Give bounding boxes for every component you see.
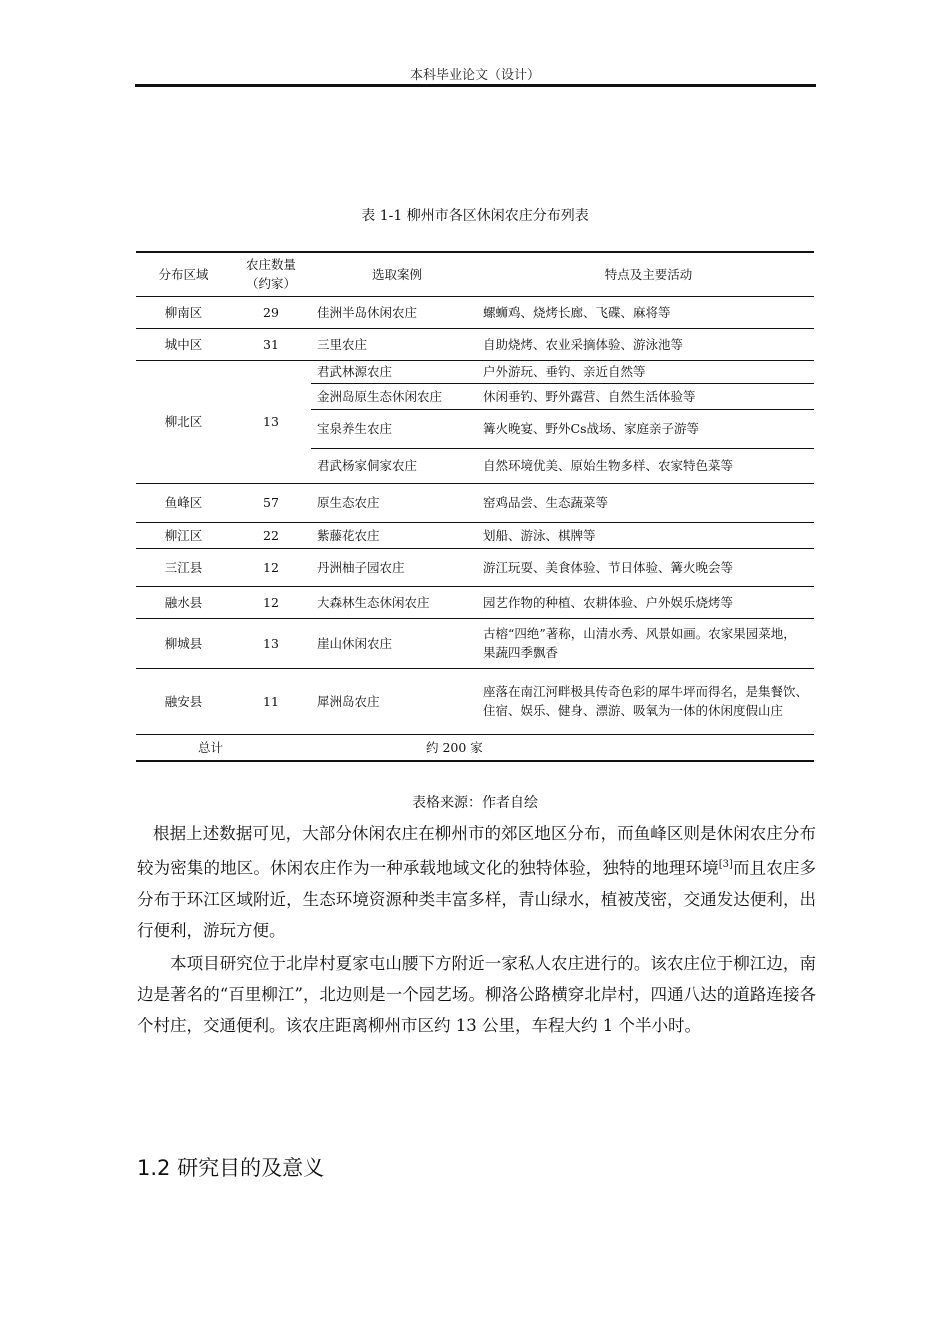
- cell-count: 29: [231, 296, 311, 328]
- cell-case: 三里农庄: [311, 328, 483, 360]
- cell-count: 31: [231, 328, 311, 360]
- cell-region: 三江县: [136, 548, 231, 586]
- body-paragraph-2: 本项目研究位于北岸村夏家屯山腰下方附近一家私人农庄进行的。该农庄位于柳江边，南边是著名的“百里柳江”，北边则是一个园艺场。柳洛公路横穿北岸村，四通八达的道路连接各个村庄，交通便利。该农庄距离柳州市区约 13 公里，车程大约 1 个半小时。: [137, 954, 816, 1035]
- cell-features: 自然环境优美、原始生物多样、农家特色菜等: [483, 448, 814, 483]
- table-row: [136, 360, 814, 383]
- header-count: 农庄数量 （约家）: [231, 252, 311, 296]
- distribution-table: [136, 251, 814, 762]
- body-paragraph-1: 根据上述数据可见，大部分休闲农庄在柳州市的郊区地区分布，而鱼峰区则是休闲农庄分布较为密集的地区。休闲农庄作为一种承载地域文化的独特体验，独特的地理环境[3]而且农庄多分布于环江区域附近，生态环境资源种类丰富多样，青山绿水，植被茂密，交通发达便利，出行便利，游玩方便。: [137, 824, 817, 940]
- cell-case: 金洲岛原生态休闲农庄: [311, 383, 483, 409]
- cell-case: 君武杨家侗家农庄: [311, 448, 483, 483]
- table-row: [136, 548, 814, 586]
- header-case: 选取案例: [311, 252, 483, 296]
- table-caption: 表 1-1 柳州市各区休闲农庄分布列表: [361, 208, 589, 224]
- cell-case: 原生态农庄: [311, 483, 483, 522]
- cell-features: 古榕“四绝”著称，山清水秀、风景如画。农家果园菜地，果蔬四季飘香: [483, 618, 814, 668]
- table-row: [136, 296, 814, 328]
- cell-count: 12: [231, 548, 311, 586]
- table-header-row: [136, 252, 814, 296]
- cell-case: 宝泉养生农庄: [311, 409, 483, 448]
- table-source: 表格来源：作者自绘: [412, 795, 538, 811]
- cell-features: 户外游玩、垂钓、亲近自然等: [483, 360, 814, 383]
- cell-features: 休闲垂钓、野外露营、自然生活体验等: [483, 383, 814, 409]
- cell-case: 佳洲半岛休闲农庄: [311, 296, 483, 328]
- total-value: 约 200 家: [311, 734, 814, 761]
- section-heading: 1.2 研究目的及意义: [137, 1156, 325, 1180]
- cell-region: 融安县: [136, 668, 231, 734]
- total-label: 总计: [136, 734, 311, 761]
- cell-count: 13: [231, 618, 311, 668]
- cell-features: 螺蛳鸡、烧烤长廊、飞碟、麻将等: [483, 296, 814, 328]
- cell-region: 融水县: [136, 586, 231, 618]
- cell-count: 57: [231, 483, 311, 522]
- cell-features: 窑鸡品尝、生态蔬菜等: [483, 483, 814, 522]
- cell-features: 划船、游泳、棋牌等: [483, 522, 814, 548]
- cell-features: 园艺作物的种植、农耕体验、户外娱乐烧烤等: [483, 586, 814, 618]
- header-region: 分布区域: [136, 252, 231, 296]
- cell-region: 柳南区: [136, 296, 231, 328]
- table-row: [136, 328, 814, 360]
- citation-ref: [3]: [718, 859, 733, 870]
- cell-case: 犀洲岛农庄: [311, 668, 483, 734]
- cell-region: 柳江区: [136, 522, 231, 548]
- cell-case: 崖山休闲农庄: [311, 618, 483, 668]
- table-row: [136, 618, 814, 668]
- cell-case: 紫藤花农庄: [311, 522, 483, 548]
- cell-case: 丹洲柚子园农庄: [311, 548, 483, 586]
- cell-features: 篝火晚宴、野外Cs战场、家庭亲子游等: [483, 409, 814, 448]
- table-row: [136, 586, 814, 618]
- table-row: [136, 668, 814, 734]
- cell-case: 君武林源农庄: [311, 360, 483, 383]
- table-row: [136, 522, 814, 548]
- header-rule: [135, 84, 816, 87]
- cell-case: 大森林生态休闲农庄: [311, 586, 483, 618]
- cell-region: 柳城县: [136, 618, 231, 668]
- cell-count: 11: [231, 668, 311, 734]
- cell-region: 城中区: [136, 328, 231, 360]
- cell-features: 座落在南江河畔极具传奇色彩的犀牛坪而得名，是集餐饮、住宿、娱乐、健身、漂游、吸氧为一体的休闲度假山庄: [483, 668, 814, 734]
- table-row: [136, 483, 814, 522]
- cell-count: 12: [231, 586, 311, 618]
- cell-count: 13: [231, 360, 311, 483]
- page-header: 本科毕业论文（设计）: [409, 68, 540, 83]
- cell-features: 自助烧烤、农业采摘体验、游泳池等: [483, 328, 814, 360]
- cell-features: 游江玩耍、美食体验、节日体验、篝火晚会等: [483, 548, 814, 586]
- table-total-row: [136, 734, 814, 761]
- cell-region: 鱼峰区: [136, 483, 231, 522]
- header-features: 特点及主要活动: [483, 252, 814, 296]
- cell-count: 22: [231, 522, 311, 548]
- cell-region: 柳北区: [136, 360, 231, 483]
